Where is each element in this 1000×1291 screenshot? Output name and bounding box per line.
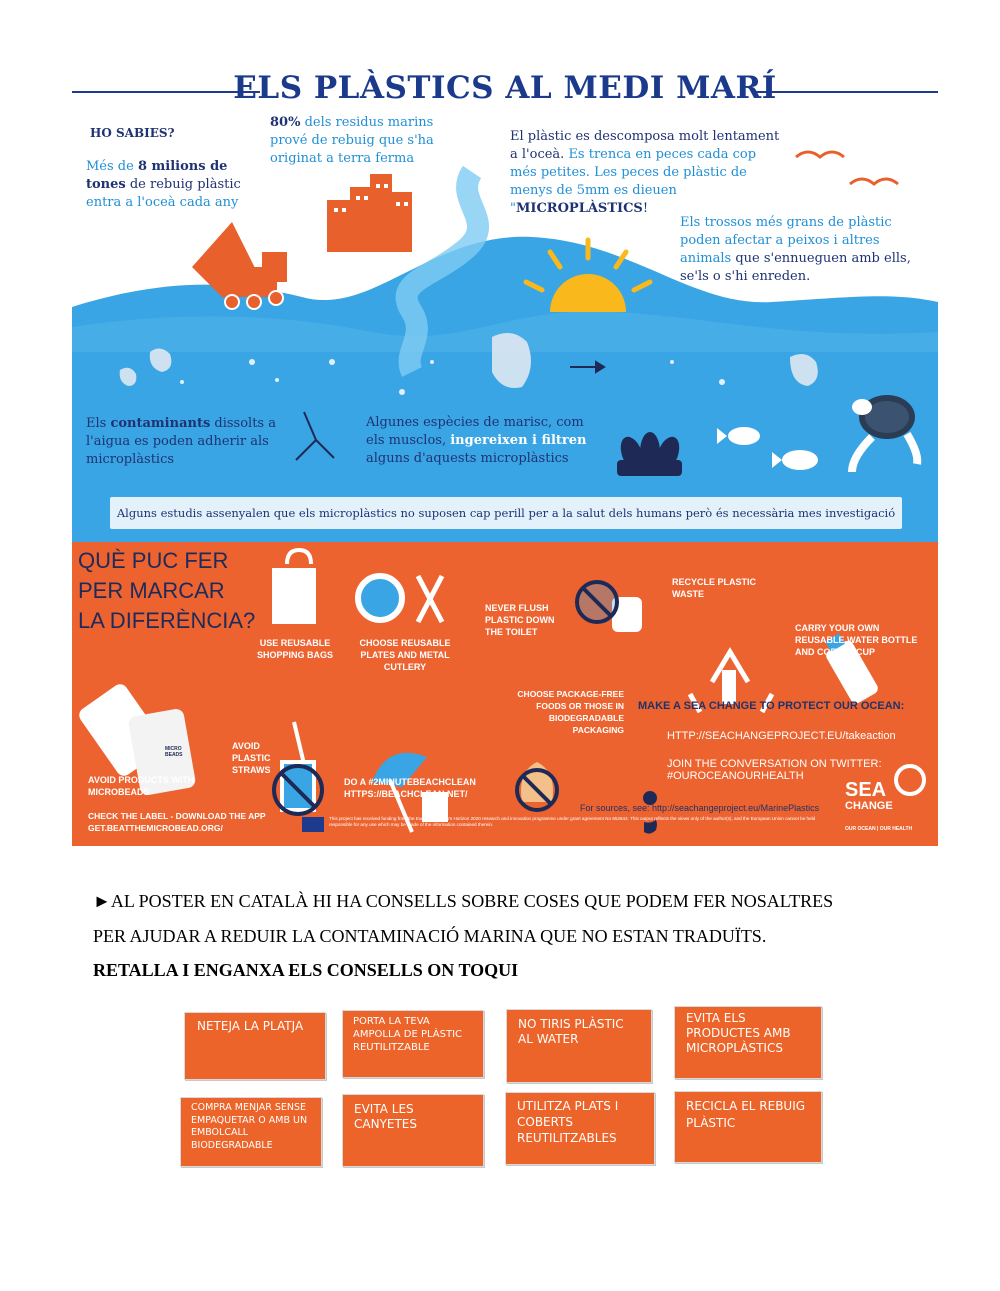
tip-card[interactable]: NO TIRIS PLÀSTIC AL WATER (506, 1009, 652, 1083)
fact-animals: Els trossos més grans de plàstic poden afectar a peixos i altres animals que s'ennueguen amb ells, se'ls o s'hi enreden. (680, 215, 911, 284)
tip-bottle: CARRY YOUR OWN REUSABLE WATER BOTTLE AND COFFEE CUP (795, 623, 918, 657)
instruction-line-3: RETALLA I ENGANXA ELS CONSELLS ON TOQUI (93, 960, 519, 980)
poster (72, 62, 938, 846)
eu-funding-note: This project has received funding from the European Union's Horizon 2020 research and innovation programme under grant agreement No 652644. This output reflects the views only of the author(s), and the European Union cannot be held responsible for any use which may be made of the information contained therein. (329, 816, 816, 827)
sources: For sources, see: http://seachangeproject.eu/MarinePlastics (580, 803, 820, 813)
plate-cutlery-icon (358, 576, 442, 622)
fact-tonnes: Més de 8 milions de tones de rebuig plàstic entra a l'oceà cada any (86, 159, 241, 210)
tip-plates: CHOOSE REUSABLE PLATES AND METAL CUTLERY (359, 638, 451, 672)
tip-card[interactable]: EVITA LES CANYETES (342, 1094, 484, 1167)
fact-mussels: Algunes espècies de marisc, com els musclos, ingereixen i filtren alguns d'aquests microplàstics (366, 415, 587, 466)
no-toilet-icon (577, 580, 642, 632)
logo-change: CHANGE (845, 800, 893, 812)
fact-contaminants: Els contaminants dissolts a l'aigua es poden adherir als microplàstics (86, 416, 276, 467)
fact-microplastics: El plàstic es descomposa molt lentament a l'oceà. Es trenca en peces cada cop més petites. Les peces de plàstic de menys de 5mm es dieuen "MICROPLÀSTICS! (510, 129, 780, 216)
fact-land-origin: 80% dels residus marins prové de rebuig que s'ha originat a terra ferma (270, 115, 434, 166)
instruction-line-2: PER AJUDAR A REDUIR LA CONTAMINACIÓ MARINA QUE NO ESTAN TRADUÏTS. (93, 926, 767, 946)
study-note: Alguns estudis assenyalen que els microplàstics no suposen cap perill per a la salut dels humans però és necessària mes investigació (110, 497, 902, 529)
tip-card[interactable]: PORTA LA TEVA AMPOLLA DE PLÀSTIC REUTILITZABLE (342, 1010, 484, 1078)
logo-sea: SEA (845, 779, 887, 801)
tip-beach-clean: DO A #2MINUTEBEACHCLEAN HTTPS://BEACHCLEAN.NET/ (344, 777, 476, 799)
tip-card[interactable]: RECICLA EL REBUIG PLÀSTIC (674, 1091, 822, 1163)
tip-flush: NEVER FLUSH PLASTIC DOWN THE TOILET (485, 603, 555, 637)
no-packaging-icon (517, 762, 557, 810)
tip-recycle: RECYCLE PLASTIC WASTE (672, 577, 757, 599)
mussels-icon (616, 432, 683, 476)
did-you-know: HO SABIES? (90, 126, 175, 140)
tip-card[interactable]: EVITA ELS PRODUCTES AMB MICROPLÀSTICS (674, 1006, 822, 1079)
web-link[interactable]: HTTP://SEACHANGEPROJECT.EU/takeaction (667, 730, 896, 742)
sea-change-heading: MAKE A SEA CHANGE TO PROTECT OUR OCEAN: (638, 700, 905, 712)
tip-card[interactable]: COMPRA MENJAR SENSE EMPAQUETAR O AMB UN EMBOLCALL BIODEGRADABLE (180, 1097, 322, 1167)
tip-card[interactable]: UTILITZA PLATS I COBERTS REUTILITZABLES (505, 1092, 655, 1165)
tip-microbeads: AVOID PRODUCTS WITH MICROBEADS (88, 775, 195, 797)
tip-card[interactable]: NETEJA LA PLATJA (184, 1012, 326, 1080)
microbeads-label: MICRO BEADS (165, 746, 183, 758)
tip-package-free: CHOOSE PACKAGE-FREE FOODS OR THOSE IN BIODEGRADABLE PACKAGING (517, 689, 624, 735)
tip-straws: AVOID PLASTIC STRAWS (232, 741, 271, 775)
what-can-i-do-heading: QUÈ PUC FER PER MARCAR LA DIFERÈNCIA? (78, 548, 256, 633)
instruction-line-1: ►AL POSTER EN CATALÀ HI HA CONSELLS SOBRE COSES QUE PODEM FER NOSALTRES (93, 891, 834, 911)
logo-tagline: OUR OCEAN | OUR HEALTH (845, 826, 913, 832)
sea-change-logo-icon (896, 766, 924, 794)
tip-check-label: CHECK THE LABEL - DOWNLOAD THE APP GET.BEATTHEMICROBEAD.ORG/ (88, 811, 266, 833)
shopping-bag-icon (272, 550, 316, 624)
twitter-hashtag: JOIN THE CONVERSATION ON TWITTER: #OUROCEANOURHEALTH (667, 758, 882, 782)
tip-bags: USE REUSABLE SHOPPING BAGS (256, 638, 333, 660)
eu-flag-icon (302, 817, 324, 832)
poster-title: ELS PLÀSTICS AL MEDI MARÍ (233, 70, 777, 106)
